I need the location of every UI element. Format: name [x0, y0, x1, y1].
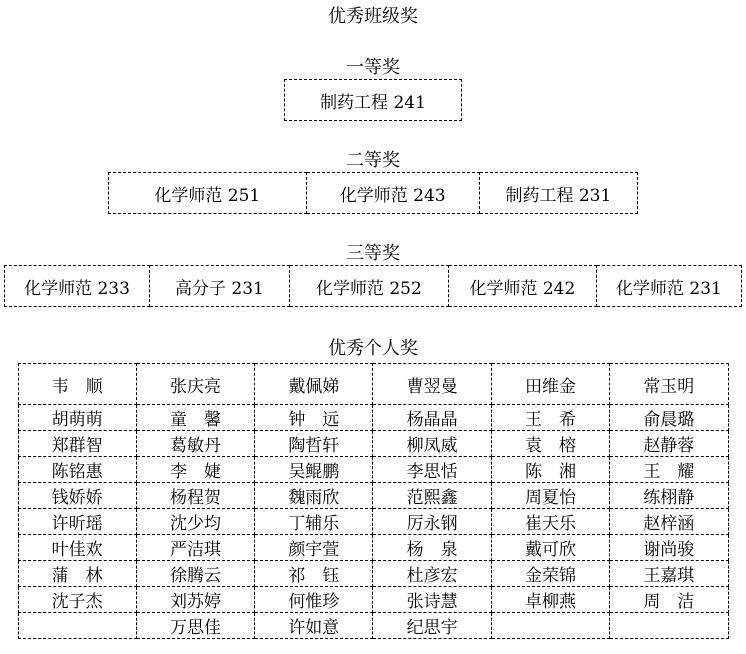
person-cell: 常玉明: [610, 364, 728, 405]
person-cell: 刘苏婷: [136, 587, 254, 613]
person-cell: 范熙鑫: [373, 483, 491, 509]
person-cell: 钱娇娇: [18, 483, 136, 509]
person-cell: 金荣锦: [491, 561, 609, 587]
person-cell: 王 希: [491, 405, 609, 431]
person-cell: 张诗慧: [373, 587, 491, 613]
prize-class-table: [4, 265, 742, 307]
person-cell: 钟 远: [255, 405, 373, 431]
person-cell: 李思恬: [373, 457, 491, 483]
person-cell: 许如意: [255, 613, 373, 639]
class-cell: 化学师范 231: [596, 266, 741, 307]
prize-tier: [0, 58, 746, 121]
person-cell: 赵静蓉: [610, 431, 728, 457]
table-row: [5, 266, 742, 307]
person-cell: [18, 613, 136, 639]
class-cell: 化学师范 242: [448, 266, 596, 307]
person-cell: 柳凤威: [373, 431, 491, 457]
person-cell: 崔天乐: [491, 509, 609, 535]
individual-award-table: [18, 363, 729, 639]
class-award-title: 优秀班级奖: [328, 6, 418, 27]
class-cell: 化学师范 252: [289, 266, 448, 307]
table-row: [18, 587, 728, 613]
person-cell: 陶哲轩: [255, 431, 373, 457]
class-cell: 化学师范 233: [5, 266, 150, 307]
person-cell: 杨晶晶: [373, 405, 491, 431]
person-cell: 王嘉琪: [610, 561, 728, 587]
prize-tier: [0, 151, 746, 214]
table-row: [18, 535, 728, 561]
individual-award-title: 优秀个人奖: [328, 338, 418, 359]
table-row: [18, 483, 728, 509]
person-cell: 张庆亮: [136, 364, 254, 405]
person-cell: 杨程贺: [136, 483, 254, 509]
person-cell: 韦 顺: [18, 364, 136, 405]
person-cell: 叶佳欢: [18, 535, 136, 561]
person-cell: 颜宇萱: [255, 535, 373, 561]
tier-label: 二等奖: [346, 150, 400, 171]
person-cell: 祁 钰: [255, 561, 373, 587]
person-cell: 厉永钢: [373, 509, 491, 535]
person-cell: 卓柳燕: [491, 587, 609, 613]
class-award-tiers: [0, 58, 746, 307]
person-cell: [610, 613, 728, 639]
person-cell: 徐腾云: [136, 561, 254, 587]
class-cell: 高分子 231: [150, 266, 290, 307]
person-cell: 袁 榕: [491, 431, 609, 457]
person-cell: 郑群智: [18, 431, 136, 457]
table-row: [18, 364, 728, 405]
person-cell: 戴佩娣: [255, 364, 373, 405]
person-cell: [491, 613, 609, 639]
person-cell: 蒲 林: [18, 561, 136, 587]
table-row: [285, 80, 462, 121]
table-row: [18, 405, 728, 431]
table-row: [18, 561, 728, 587]
person-cell: 杨 泉: [373, 535, 491, 561]
person-cell: 俞晨璐: [610, 405, 728, 431]
person-cell: 谢尚骏: [610, 535, 728, 561]
class-cell: 制药工程 241: [285, 80, 462, 121]
person-cell: 练栩静: [610, 483, 728, 509]
table-row: [18, 613, 728, 639]
person-cell: 陈 湘: [491, 457, 609, 483]
person-cell: 胡萌萌: [18, 405, 136, 431]
person-cell: 赵梓涵: [610, 509, 728, 535]
person-cell: 曹翌曼: [373, 364, 491, 405]
table-row: [18, 509, 728, 535]
table-row: [109, 173, 638, 214]
class-cell: 化学师范 251: [109, 173, 307, 214]
person-cell: 戴可欣: [491, 535, 609, 561]
person-cell: 葛敏丹: [136, 431, 254, 457]
person-cell: 李 婕: [136, 457, 254, 483]
prize-class-table: [108, 172, 638, 214]
person-cell: 纪思宇: [373, 613, 491, 639]
person-cell: 许昕瑶: [18, 509, 136, 535]
table-row: [18, 457, 728, 483]
person-cell: 沈少均: [136, 509, 254, 535]
person-cell: 童 馨: [136, 405, 254, 431]
person-cell: 陈铭惠: [18, 457, 136, 483]
person-cell: 田维金: [491, 364, 609, 405]
person-cell: 严洁琪: [136, 535, 254, 561]
person-cell: 何惟珍: [255, 587, 373, 613]
person-cell: 王 耀: [610, 457, 728, 483]
class-cell: 制药工程 231: [479, 173, 637, 214]
tier-label: 一等奖: [346, 57, 400, 78]
prize-tier: [0, 244, 746, 307]
person-cell: 杜彦宏: [373, 561, 491, 587]
person-cell: 沈子杰: [18, 587, 136, 613]
prize-class-table: [284, 79, 462, 121]
person-cell: 周 洁: [610, 587, 728, 613]
person-cell: 丁辅乐: [255, 509, 373, 535]
person-cell: 吴鲲鹏: [255, 457, 373, 483]
class-cell: 化学师范 243: [306, 173, 479, 214]
person-cell: 万思佳: [136, 613, 254, 639]
tier-label: 三等奖: [346, 243, 400, 264]
person-cell: 魏雨欣: [255, 483, 373, 509]
person-cell: 周夏怡: [491, 483, 609, 509]
table-row: [18, 431, 728, 457]
